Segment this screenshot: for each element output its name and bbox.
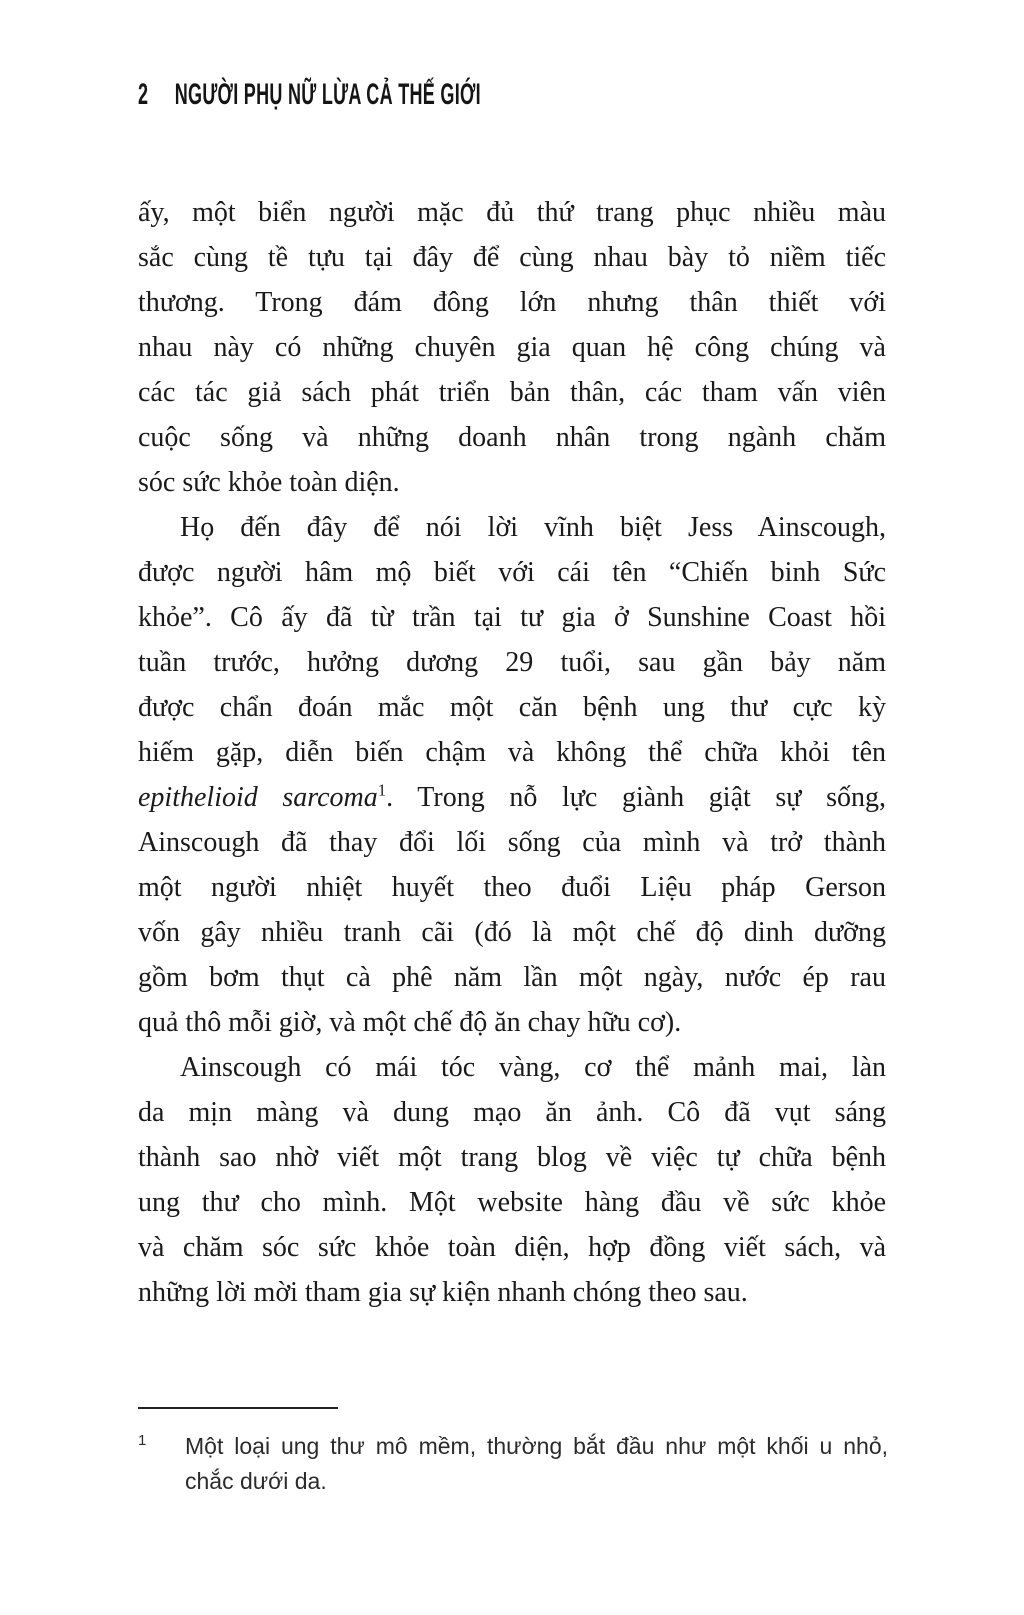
footnote-text <box>185 1429 888 1499</box>
footnote-line: Một loại ung thư mô mềm, thường bắt đầu như một khối u nhỏ, <box>185 1433 888 1459</box>
italic-term: epithelioid sarcoma <box>138 782 378 813</box>
text-line: da mịn màng và dung mạo ăn ảnh. Cô đã vụt sáng <box>138 1097 886 1128</box>
text-line: Họ đến đây để nói lời vĩnh biệt Jess Ainscough, <box>180 512 886 543</box>
text-line: và chăm sóc sức khỏe toàn diện, hợp đồng viết sách, và <box>138 1232 886 1263</box>
text-line: được chẩn đoán mắc một căn bệnh ung thư cực kỳ <box>138 692 886 723</box>
text-line: một người nhiệt huyết theo đuổi Liệu pháp Gerson <box>138 872 886 903</box>
text-line: ung thư cho mình. Một website hàng đầu về sức khỏe <box>138 1187 886 1218</box>
text-line <box>138 775 886 820</box>
text-line: quả thô mỗi giờ, và một chế độ ăn chay hữu cơ). <box>138 1007 682 1038</box>
text-line: sóc sức khỏe toàn diện. <box>138 467 400 498</box>
page-number: 2 <box>138 78 149 111</box>
text-line: được người hâm mộ biết với cái tên “Chiến binh Sức <box>138 557 886 588</box>
chapter-title: NGƯỜI PHỤ NỮ LỪA CẢ THẾ GIỚI <box>174 78 481 111</box>
footnote-line: chắc dưới da. <box>185 1468 327 1494</box>
text-line: tuần trước, hưởng dương 29 tuổi, sau gần bảy năm <box>138 647 886 678</box>
text-line: sắc cùng tề tựu tại đây để cùng nhau bày tỏ niềm tiếc <box>138 242 886 273</box>
paragraph <box>138 505 886 1045</box>
footnote-rule <box>138 1407 338 1409</box>
text-line: vốn gây nhiều tranh cãi (đó là một chế độ dinh dưỡng <box>138 917 886 948</box>
body-text <box>138 190 886 1315</box>
text-line: gồm bơm thụt cà phê năm lần một ngày, nước ép rau <box>138 962 886 993</box>
text-line: Ainscough có mái tóc vàng, cơ thể mảnh mai, làn <box>180 1052 886 1083</box>
text-line: nhau này có những chuyên gia quan hệ công chúng và <box>138 332 886 363</box>
text-line: Ainscough đã thay đổi lối sống của mình và trở thành <box>138 827 886 858</box>
text-line: ấy, một biển người mặc đủ thứ trang phục nhiều màu <box>138 197 886 228</box>
footnote-marker: 1 <box>138 1432 147 1449</box>
text-line: thương. Trong đám đông lớn nhưng thân thiết với <box>138 287 886 318</box>
paragraph <box>138 1045 886 1315</box>
footnote <box>138 1429 888 1499</box>
text-line: hiếm gặp, diễn biến chậm và không thể chữa khỏi tên <box>138 737 886 768</box>
text-line: những lời mời tham gia sự kiện nhanh chóng theo sau. <box>138 1277 748 1308</box>
text-line: thành sao nhờ viết một trang blog về việc tự chữa bệnh <box>138 1142 886 1173</box>
text-line: các tác giả sách phát triển bản thân, các tham vấn viên <box>138 377 886 408</box>
paragraph <box>138 190 886 505</box>
text-line: cuộc sống và những doanh nhân trong ngành chăm <box>138 422 886 453</box>
running-header <box>138 80 481 110</box>
text-segment: . Trong nỗ lực giành giật sự sống, <box>386 782 887 813</box>
footnote-reference: 1 <box>377 780 387 800</box>
text-line: khỏe”. Cô ấy đã từ trần tại tư gia ở Sunshine Coast hồi <box>138 602 886 633</box>
